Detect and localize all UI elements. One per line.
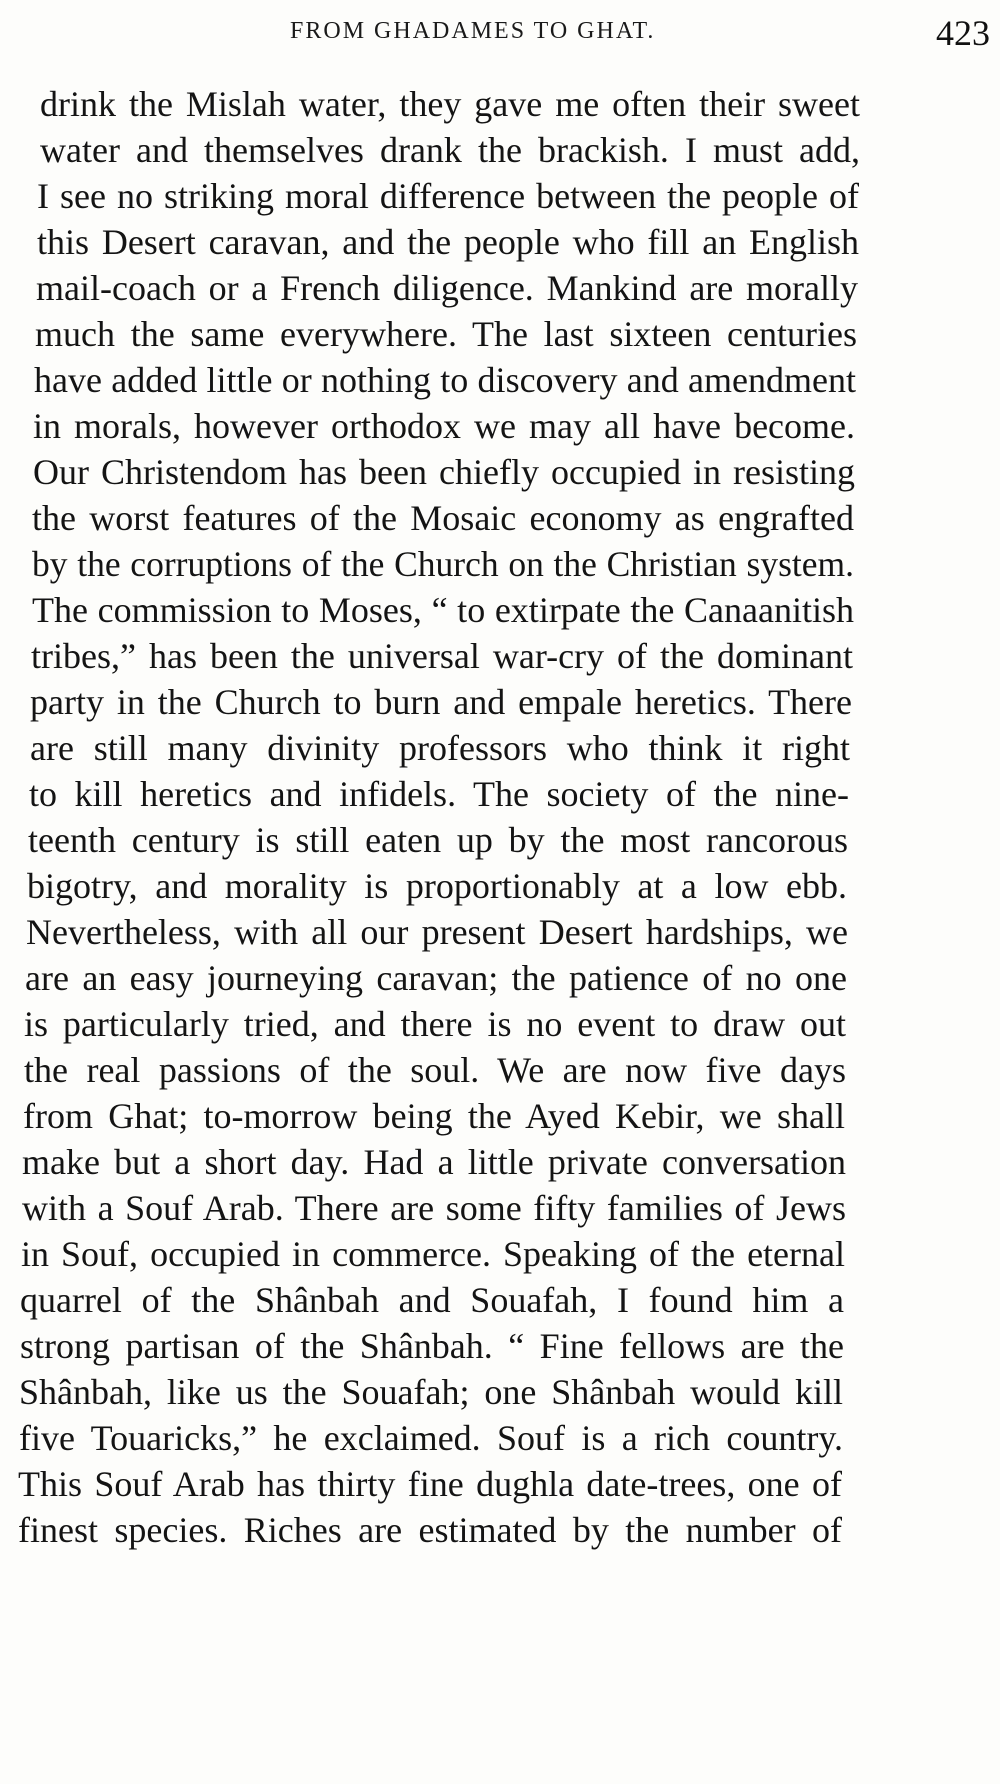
text-line: Our Christendom has been chiefly occupied in resisting <box>33 452 855 492</box>
text-line: water and themselves drank the brackish. I must add, <box>40 130 860 170</box>
text-line: The commission to Moses, “ to extirpate the Canaanitish <box>32 590 854 630</box>
text-line: this Desert caravan, and the people who fill an English <box>37 222 859 262</box>
text-line: Nevertheless, with all our present Desert hardships, we <box>26 912 848 952</box>
text-line: have added little or nothing to discovery and amendment <box>34 360 856 400</box>
text-line: in Souf, occupied in commerce. Speaking of the eternal <box>21 1234 845 1274</box>
text-line: party in the Church to burn and empale heretics. There <box>30 682 852 722</box>
text-line: I see no striking moral difference between the people of <box>37 176 859 216</box>
text-line: with a Souf Arab. There are some fifty families of Jews <box>22 1188 846 1228</box>
text-line: This Souf Arab has thirty fine dughla date-trees, one of <box>18 1464 842 1504</box>
page-number: 423 <box>936 13 990 53</box>
text-line: is particularly tried, and there is no event to draw out <box>24 1004 846 1044</box>
text-line: strong partisan of the Shânbah. “ Fine fellows are the <box>20 1326 844 1366</box>
text-line: by the corruptions of the Church on the Christian system. <box>32 544 854 584</box>
text-line: the real passions of the soul. We are now five days <box>24 1050 846 1090</box>
text-line: five Touaricks,” he exclaimed. Souf is a rich country. <box>19 1418 843 1458</box>
text-line: are an easy journeying caravan; the patience of no one <box>25 958 847 998</box>
text-line: drink the Mislah water, they gave me often their sweet <box>40 84 860 124</box>
text-line: are still many divinity professors who think it right <box>30 728 850 768</box>
text-line: from Ghat; to-morrow being the Ayed Kebir, we shall <box>23 1096 845 1136</box>
text-line: the worst features of the Mosaic economy as engrafted <box>32 498 854 538</box>
text-line: finest species. Riches are estimated by the number of <box>18 1510 842 1550</box>
text-line: teenth century is still eaten up by the most rancorous <box>28 820 848 860</box>
text-line: tribes,” has been the universal war-cry of the dominant <box>31 636 853 676</box>
text-line: much the same everywhere. The last sixteen centuries <box>35 314 857 354</box>
text-line: bigotry, and morality is proportionably at a low ebb. <box>27 866 847 906</box>
text-line: mail-coach or a French diligence. Mankind are morally <box>36 268 858 308</box>
text-line: Shânbah, like us the Souafah; one Shânbah would kill <box>19 1372 843 1412</box>
text-line: in morals, however orthodox we may all have become. <box>33 406 855 446</box>
running-header <box>0 12 1000 52</box>
text-line: make but a short day. Had a little private conversation <box>22 1142 846 1182</box>
running-title: FROM GHADAMES TO GHAT. <box>290 18 656 44</box>
text-line: quarrel of the Shânbah and Souafah, I found him a <box>20 1280 844 1320</box>
text-line: to kill heretics and infidels. The society of the nine- <box>29 774 849 814</box>
